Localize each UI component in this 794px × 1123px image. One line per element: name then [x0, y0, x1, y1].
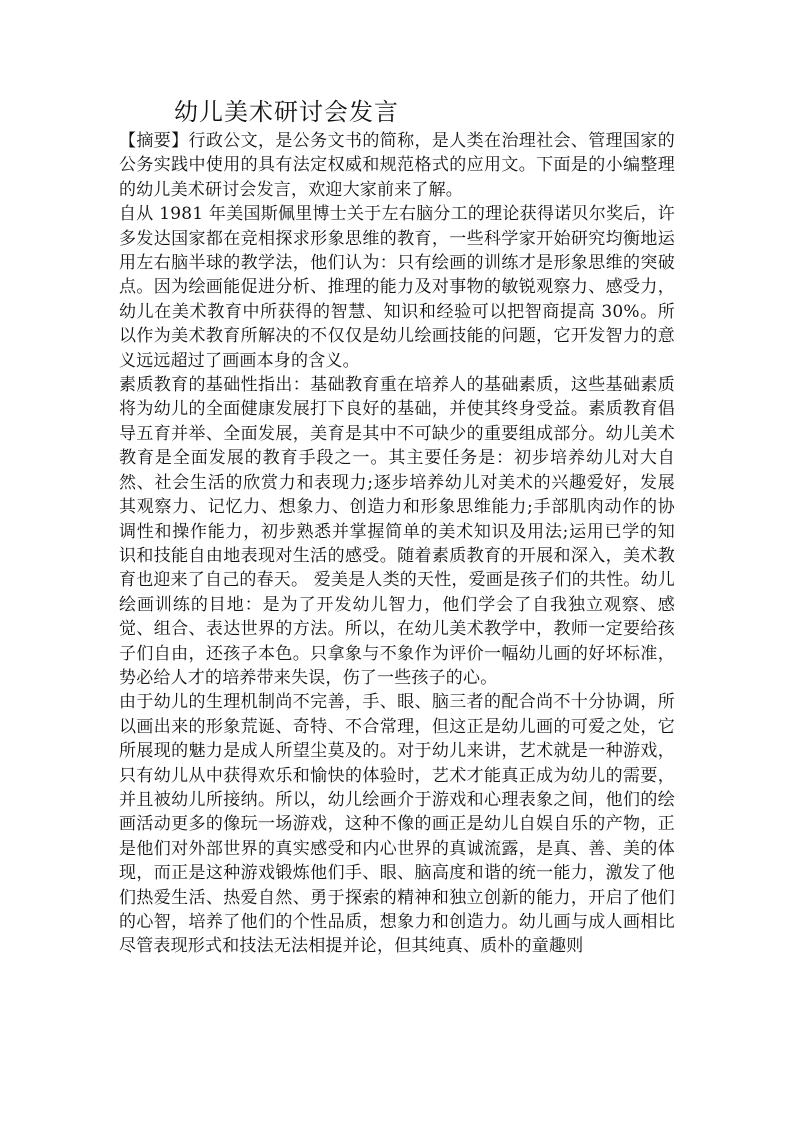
paragraph-child-drawing: 由于幼儿的生理机制尚不完善，手、眼、脑三者的配合尚不十分协调，所以画出来的形象荒诞、奇特、不合常理，但这正是幼儿画的可爱之处，它所展现的魅力是成人所望尘莫及的。对于幼儿来讲，艺术就是一种游戏，只有幼儿从中获得欢乐和愉快的体验时，艺术才能真正成为幼儿的需要，并且被幼儿所接纳。所以，幼儿绘画介于游戏和心理表象之间，他们的绘画活动更多的像玩一场游戏，这种不像的画正是幼儿自娱自乐的产物，正是他们对外部世界的真实感受和内心世界的真诚流露，是真、善、美的体现，而正是这种游戏锻炼他们手、眼、脑高度和谐的统一能力，激发了他们热爱生活、热爱自然、勇于探索的精神和独立创新的能力，开启了他们的心智，培养了他们的个性品质，想象力和创造力。幼儿画与成人画相比尽管表现形式和技法无法相提并论，但其纯真、质朴的童趣则: [119, 692, 675, 957]
document-title: 幼儿美术研讨会发言: [174, 98, 399, 126]
paragraph-abstract: 【摘要】行政公文，是公务文书的简称，是人类在治理社会、管理国家的公务实践中使用的具有法定权威和规范格式的应用文。下面是的小编整理的幼儿美术研讨会发言，欢迎大家前来了解。: [119, 131, 675, 200]
paragraph-brain-theory: 自从 1981 年美国斯佩里博士关于左右脑分工的理论获得诺贝尔奖后，许多发达国家都在竞相探求形象思维的教育，一些科学家开始研究均衡地运用左右脑半球的教学法，他们认为：只有绘画的训练才是形象思维的突破点。因为绘画能促进分析、推理的能力及对事物的敏锐观察力、感受力，幼儿在美术教育中所获得的智慧、知识和经验可以把智商提高 30%。所以作为美术教育所解决的不仅仅是幼儿绘画技能的问题，它开发智力的意义远远超过了画画本身的含义。: [119, 204, 675, 371]
paragraph-quality-education: 素质教育的基础性指出：基础教育重在培养人的基础素质，这些基础素质将为幼儿的全面健康发展打下良好的基础，并使其终身受益。素质教育倡导五育并举、全面发展，美育是其中不可缺少的重要组成部分。幼儿美术教育是全面发展的教育手段之一。其主要任务是：初步培养幼儿对大自然、社会生活的欣赏力和表现力;逐步培养幼儿对美术的兴趣爱好，发展其观察力、记忆力、想象力、创造力和形象思维能力;手部肌肉动作的协调性和操作能力，初步熟悉并掌握简单的美术知识及用法;运用已学的知识和技能自由地表现对生活的感受。随着素质教育的开展和深入，美术教育也迎来了自己的春天。 爱美是人类的天性，爱画是孩子们的共性。幼儿绘画训练的目地：是为了开发幼儿智力，他们学会了自我独立观察、感觉、组合、表达世界的方法。所以，在幼儿美术教学中，教师一定要给孩子们自由，还孩子本色。只拿象与不象作为评价一幅幼儿画的好坏标准，势必给人才的培养带来失误，伤了一些孩子的心。: [119, 375, 676, 688]
document-page: [119, 95, 675, 959]
